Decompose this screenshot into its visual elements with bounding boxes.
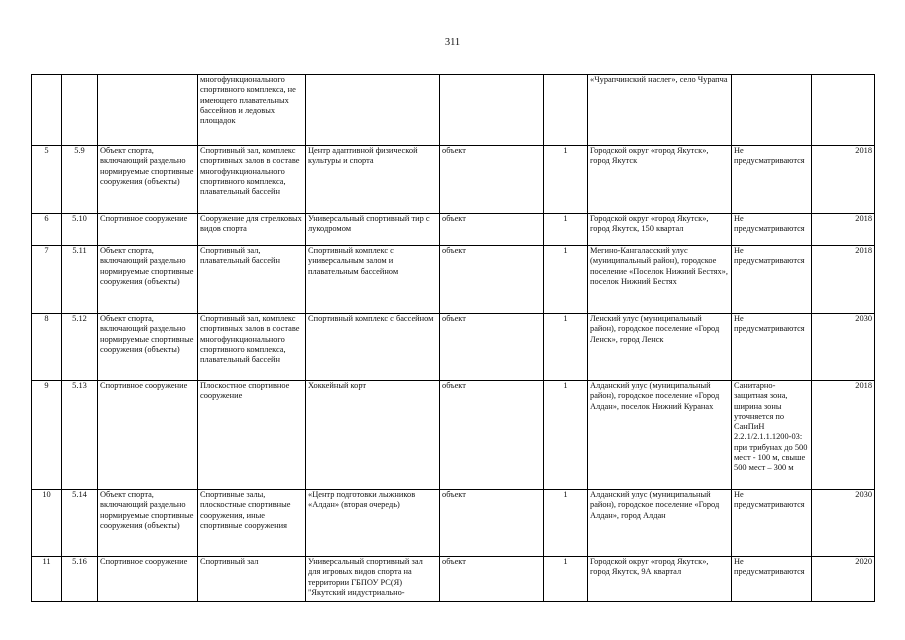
object-name-cell: «Центр подготовки лыжников «Алдан» (вторая очередь) bbox=[306, 490, 440, 557]
object-type-cell: Спортивные залы, плоскостные спортивные сооружения, иные спортивные сооружения bbox=[198, 490, 306, 557]
year-cell: 2020 bbox=[812, 557, 875, 602]
table-row bbox=[32, 314, 875, 381]
quantity-cell: 1 bbox=[544, 314, 588, 381]
object-name-cell: Универсальный спортивный зал для игровых видов спорта на территории ГБПОУ РС(Я) "Якутский индустриально- bbox=[306, 557, 440, 602]
object-type-cell: многофункционального спортивного комплекса, не имеющего плавательных бассейнов и ледовых площадок bbox=[198, 75, 306, 146]
row-number-cell: 7 bbox=[32, 246, 62, 314]
object-code-cell: 5.14 bbox=[62, 490, 98, 557]
object-name-cell: Универсальный спортивный тир с лукодромом bbox=[306, 214, 440, 246]
object-name-cell bbox=[306, 75, 440, 146]
quantity-cell: 1 bbox=[544, 381, 588, 490]
year-cell: 2018 bbox=[812, 246, 875, 314]
zone-cell: Не предусматриваются bbox=[732, 146, 812, 214]
unit-cell: объект bbox=[440, 246, 544, 314]
object-type-cell: Спортивный зал, комплекс спортивных залов в составе многофункционального спортивного комплекса, плавательный бассейн bbox=[198, 146, 306, 214]
table-row bbox=[32, 381, 875, 490]
object-name-cell: Центр адаптивной физической культуры и спорта bbox=[306, 146, 440, 214]
unit-cell: объект bbox=[440, 146, 544, 214]
objects-table bbox=[31, 74, 875, 602]
year-cell: 2018 bbox=[812, 146, 875, 214]
object-type-cell: Плоскостное спортивное сооружение bbox=[198, 381, 306, 490]
table-row bbox=[32, 214, 875, 246]
object-type-cell: Спортивный зал, плавательный бассейн bbox=[198, 246, 306, 314]
location-cell: Мегино-Кангаласский улус (муниципальный район), городское поселение «Поселок Нижний Бестях», поселок Нижний Бестях bbox=[588, 246, 732, 314]
object-name-cell: Хоккейный корт bbox=[306, 381, 440, 490]
table-row bbox=[32, 490, 875, 557]
zone-cell: Не предусматриваются bbox=[732, 490, 812, 557]
object-category-cell: Спортивное сооружение bbox=[98, 557, 198, 602]
object-code-cell: 5.11 bbox=[62, 246, 98, 314]
row-number-cell: 6 bbox=[32, 214, 62, 246]
row-number-cell: 11 bbox=[32, 557, 62, 602]
page-number: 311 bbox=[444, 37, 461, 48]
object-category-cell bbox=[98, 75, 198, 146]
unit-cell: объект bbox=[440, 314, 544, 381]
object-category-cell: Объект спорта, включающий раздельно нормируемые спортивные сооружения (объекты) bbox=[98, 490, 198, 557]
object-category-cell: Спортивное сооружение bbox=[98, 214, 198, 246]
object-category-cell: Объект спорта, включающий раздельно нормируемые спортивные сооружения (объекты) bbox=[98, 146, 198, 214]
row-number-cell: 9 bbox=[32, 381, 62, 490]
table-row bbox=[32, 146, 875, 214]
row-number-cell bbox=[32, 75, 62, 146]
unit-cell: объект bbox=[440, 381, 544, 490]
year-cell: 2018 bbox=[812, 381, 875, 490]
object-type-cell: Сооружение для стрелковых видов спорта bbox=[198, 214, 306, 246]
object-code-cell: 5.9 bbox=[62, 146, 98, 214]
location-cell: Алданский улус (муниципальный район), городское поселение «Город Алдан», поселок Нижний Куранах bbox=[588, 381, 732, 490]
object-category-cell: Объект спорта, включающий раздельно нормируемые спортивные сооружения (объекты) bbox=[98, 314, 198, 381]
location-cell: Городской округ «город Якутск», город Якутск bbox=[588, 146, 732, 214]
zone-cell: Не предусматриваются bbox=[732, 246, 812, 314]
location-cell: Городской округ «город Якутск», город Якутск, 9А квартал bbox=[588, 557, 732, 602]
year-cell: 2030 bbox=[812, 314, 875, 381]
year-cell bbox=[812, 75, 875, 146]
row-number-cell: 8 bbox=[32, 314, 62, 381]
zone-cell: Не предусматриваются bbox=[732, 314, 812, 381]
object-code-cell: 5.10 bbox=[62, 214, 98, 246]
quantity-cell: 1 bbox=[544, 214, 588, 246]
location-cell: Ленский улус (муниципальный район), городское поселение «Город Ленск», город Ленск bbox=[588, 314, 732, 381]
zone-cell: Санитарно-защитная зона, ширина зоны уточняется по СанПиН 2.2.1/2.1.1.1200-03: при трибунах до 500 мест - 100 м, свыше 500 мест – 300 м bbox=[732, 381, 812, 490]
unit-cell: объект bbox=[440, 490, 544, 557]
table-row bbox=[32, 75, 875, 146]
quantity-cell bbox=[544, 75, 588, 146]
unit-cell bbox=[440, 75, 544, 146]
year-cell: 2030 bbox=[812, 490, 875, 557]
table-row bbox=[32, 557, 875, 602]
object-name-cell: Спортивный комплекс с универсальным залом и плавательным бассейном bbox=[306, 246, 440, 314]
year-cell: 2018 bbox=[812, 214, 875, 246]
location-cell: «Чурапчинский наслег», село Чурапча bbox=[588, 75, 732, 146]
zone-cell: Не предусматриваются bbox=[732, 557, 812, 602]
location-cell: Городской округ «город Якутск», город Якутск, 150 квартал bbox=[588, 214, 732, 246]
row-number-cell: 10 bbox=[32, 490, 62, 557]
quantity-cell: 1 bbox=[544, 246, 588, 314]
object-code-cell: 5.13 bbox=[62, 381, 98, 490]
row-number-cell: 5 bbox=[32, 146, 62, 214]
object-category-cell: Объект спорта, включающий раздельно нормируемые спортивные сооружения (объекты) bbox=[98, 246, 198, 314]
zone-cell: Не предусматриваются bbox=[732, 214, 812, 246]
quantity-cell: 1 bbox=[544, 490, 588, 557]
location-cell: Алданский улус (муниципальный район), городское поселение «Город Алдан», город Алдан bbox=[588, 490, 732, 557]
object-code-cell bbox=[62, 75, 98, 146]
object-name-cell: Спортивный комплекс с бассейном bbox=[306, 314, 440, 381]
object-category-cell: Спортивное сооружение bbox=[98, 381, 198, 490]
quantity-cell: 1 bbox=[544, 557, 588, 602]
unit-cell: объект bbox=[440, 557, 544, 602]
object-code-cell: 5.16 bbox=[62, 557, 98, 602]
object-code-cell: 5.12 bbox=[62, 314, 98, 381]
unit-cell: объект bbox=[440, 214, 544, 246]
quantity-cell: 1 bbox=[544, 146, 588, 214]
table-row bbox=[32, 246, 875, 314]
object-type-cell: Спортивный зал, комплекс спортивных залов в составе многофункционального спортивного комплекса, плавательный бассейн bbox=[198, 314, 306, 381]
object-type-cell: Спортивный зал bbox=[198, 557, 306, 602]
zone-cell bbox=[732, 75, 812, 146]
